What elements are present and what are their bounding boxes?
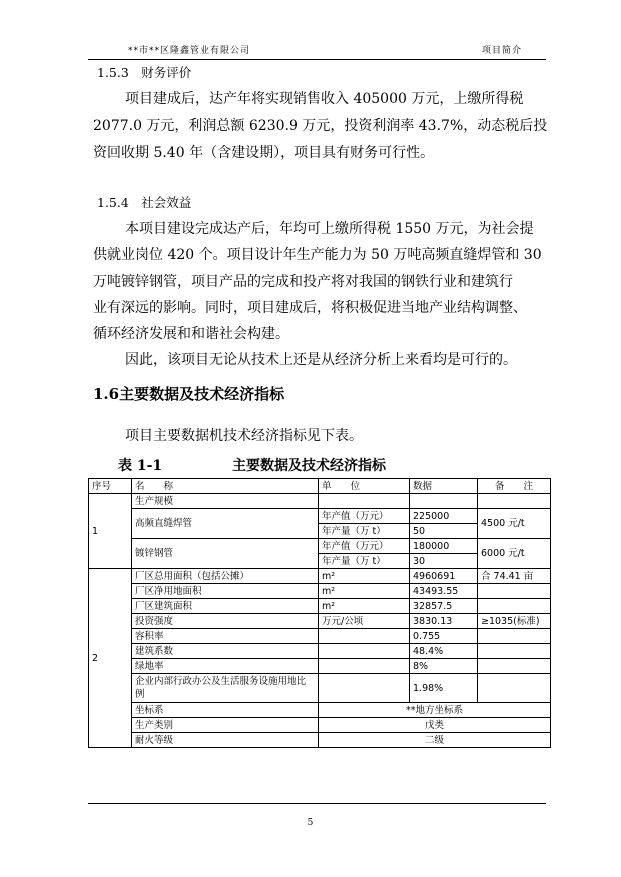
cell-name: 容积率 <box>132 629 319 644</box>
table-header-row <box>89 479 551 494</box>
table-row <box>89 539 551 554</box>
cell-name: 厂区总用面积（包括公摊） <box>132 569 319 584</box>
cell-unit <box>319 629 410 644</box>
cell-note <box>478 599 551 614</box>
section-1-5-3-heading: 1.5.3 财务评价 <box>97 65 192 80</box>
cell-unit: 年产量（万 t） <box>319 524 410 539</box>
page-number: 5 <box>307 818 314 828</box>
table-row <box>89 599 551 614</box>
cell-data: 0.755 <box>410 629 478 644</box>
cell-data: 32857.5 <box>410 599 478 614</box>
cell-unit: 年产量（万 t） <box>319 554 410 569</box>
table-row <box>89 659 551 674</box>
cell-data: 30 <box>410 554 478 569</box>
cell-name: 建筑系数 <box>132 644 319 659</box>
cell-data: 50 <box>410 524 478 539</box>
table-row <box>89 509 551 524</box>
cell-unit: 年产值（万元） <box>319 539 410 554</box>
table-intro: 项目主要数据机技术经济指标见下表。 <box>125 428 363 444</box>
cell-note: 合 74.41 亩 <box>478 569 551 584</box>
cell-merged-value: 戊类 <box>319 718 551 733</box>
cell-name: 投资强度 <box>132 614 319 629</box>
cell-name: 坐标系 <box>132 703 319 718</box>
cell-data: 3830.13 <box>410 614 478 629</box>
cell-unit: m² <box>319 599 410 614</box>
cell-note <box>478 659 551 674</box>
cell-unit <box>319 644 410 659</box>
table-caption-number: 表 1-1 <box>118 458 163 474</box>
cell-data: 43493.55 <box>410 584 478 599</box>
cell-unit: m² <box>319 569 410 584</box>
paragraph-line: 2077.0 万元，利润总额 6230.9 万元，投资利润率 43.7%，动态税后投 <box>93 118 548 134</box>
cell-name: 生产类别 <box>132 718 319 733</box>
cell-name: 镀锌钢管 <box>132 539 319 569</box>
paragraph-line: 业有深远的影响。同时，项目建成后，将积极促进当地产业结构调整、 <box>93 300 527 316</box>
cell-note: 6000 元/t <box>478 539 551 569</box>
cell-name: 高频直缝焊管 <box>132 509 319 539</box>
group-number: 2 <box>89 569 132 748</box>
table-row <box>89 718 551 733</box>
cell-data: 225000 <box>410 509 478 524</box>
cell-merged-value: **地方坐标系 <box>319 703 551 718</box>
cell-note <box>478 644 551 659</box>
cell-name: 绿地率 <box>132 659 319 674</box>
table-caption-title: 主要数据及技术经济指标 <box>232 458 386 474</box>
cell-data: 48.4% <box>410 644 478 659</box>
cell-note <box>478 674 551 703</box>
table-row <box>89 494 551 509</box>
col-header-unit: 单 位 <box>319 479 410 494</box>
cell-note <box>478 584 551 599</box>
cell-name: 生产规模 <box>132 494 319 509</box>
cell-data: 1.98% <box>410 674 478 703</box>
table-row <box>89 584 551 599</box>
footer-rule <box>88 803 546 804</box>
header-company: **市**区隆鑫管业有限公司 <box>128 46 251 56</box>
cell-note: ≥1035(标准) <box>478 614 551 629</box>
cell-data: 180000 <box>410 539 478 554</box>
cell-merged-value: 二级 <box>319 733 551 748</box>
cell-name: 厂区建筑面积 <box>132 599 319 614</box>
cell-unit: 万元/公顷 <box>319 614 410 629</box>
table-row <box>89 569 551 584</box>
cell-unit: m² <box>319 584 410 599</box>
paragraph-line: 项目建成后，达产年将实现销售收入 405000 万元，上缴所得税 <box>125 91 524 107</box>
cell-unit: 年产值（万元） <box>319 509 410 524</box>
paragraph-line: 本项目建设完成达产后，年均可上缴所得税 1550 万元，为社会提 <box>125 221 534 237</box>
table-row <box>89 703 551 718</box>
paragraph-line: 万吨镀锌钢管，项目产品的完成和投产将对我国的钢铁行业和建筑行 <box>93 274 513 290</box>
cell-data: 4960691 <box>410 569 478 584</box>
col-header-no: 序号 <box>89 479 132 494</box>
col-header-data: 数据 <box>410 479 478 494</box>
data-table <box>88 478 551 748</box>
header-rule <box>88 59 546 60</box>
cell-note: 4500 元/t <box>478 509 551 539</box>
section-1-5-4-heading: 1.5.4 社会效益 <box>97 195 192 210</box>
table-row <box>89 674 551 703</box>
cell-unit <box>319 659 410 674</box>
table-row <box>89 733 551 748</box>
cell-name: 厂区净用地面积 <box>132 584 319 599</box>
table-row <box>89 614 551 629</box>
paragraph-line: 供就业岗位 420 个。项目设计年生产能力为 50 万吨高频直缝焊管和 30 <box>93 247 542 263</box>
cell-name: 耐火等级 <box>132 733 319 748</box>
col-header-name: 名 称 <box>132 479 319 494</box>
paragraph-line: 循环经济发展和和谐社会构建。 <box>93 326 289 342</box>
col-header-note: 备 注 <box>478 479 551 494</box>
paragraph-line: 因此，该项目无论从技术上还是从经济分析上来看均是可行的。 <box>125 352 517 368</box>
group-number: 1 <box>89 494 132 569</box>
header-section: 项目简介 <box>482 46 523 56</box>
table-row <box>89 644 551 659</box>
cell-data: 8% <box>410 659 478 674</box>
table-row <box>89 629 551 644</box>
cell-unit <box>319 674 410 703</box>
cell-note <box>478 629 551 644</box>
paragraph-line: 资回收期 5.40 年（含建设期），项目具有财务可行性。 <box>93 145 435 161</box>
cell-name: 企业内部行政办公及生活服务设施用地比例 <box>132 674 319 703</box>
section-1-6-heading: 1.6主要数据及技术经济指标 <box>93 385 285 403</box>
